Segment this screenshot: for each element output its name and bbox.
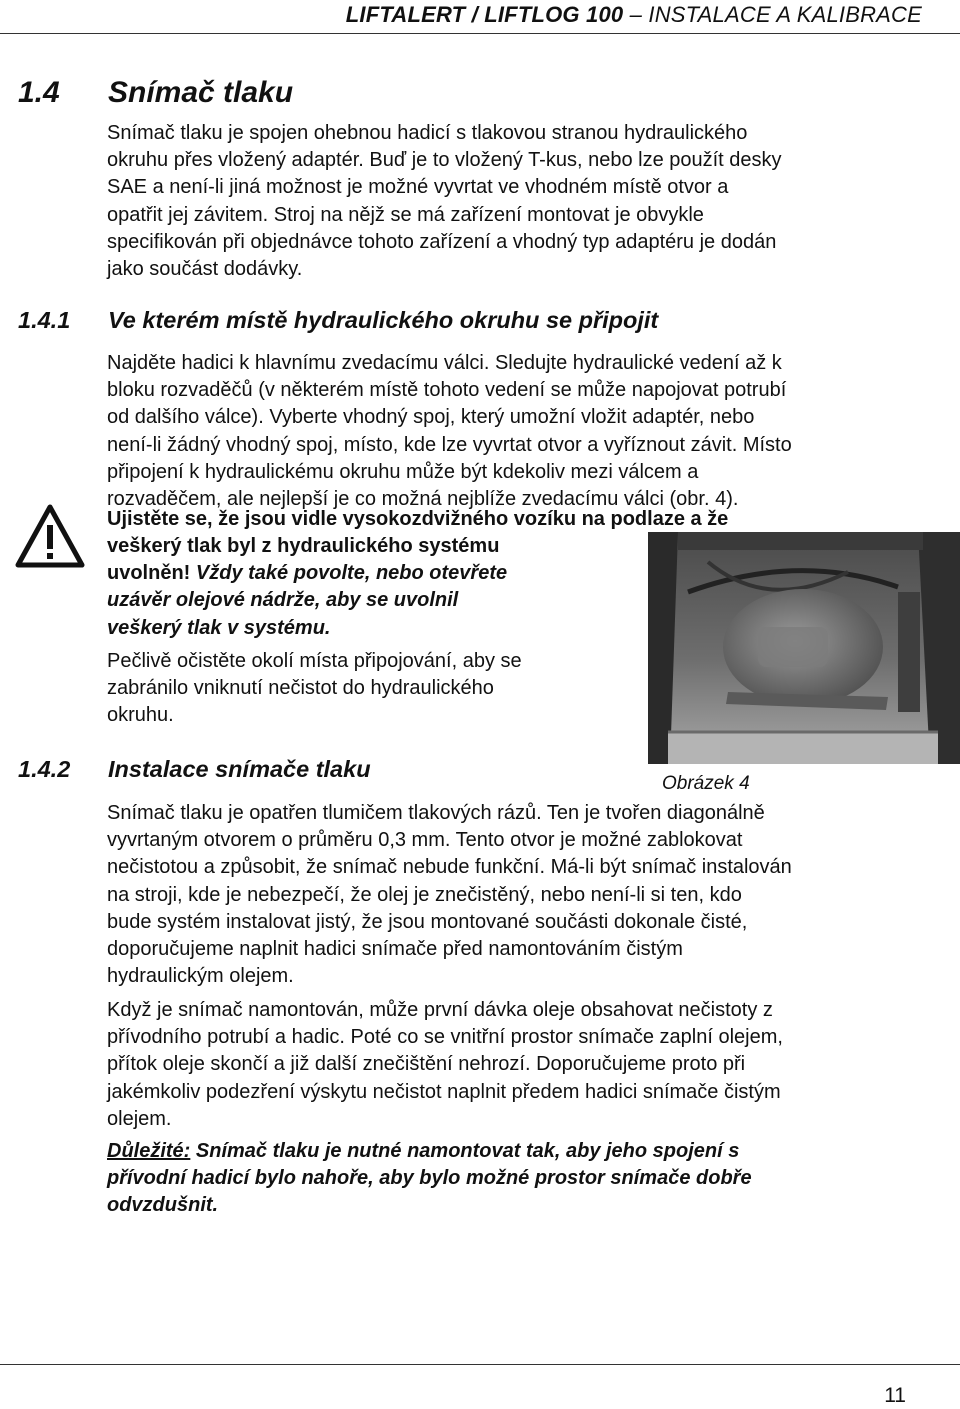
figure-caption: Obrázek 4 xyxy=(662,773,750,794)
warning-line-italic: veškerý tlak v systému. xyxy=(107,616,331,639)
clean-line: zabránilo vniknutí nečistot do hydraulického xyxy=(107,677,494,700)
warning-icon xyxy=(14,503,86,569)
body-line: jakémkoliv podezření výskytu nečistot naplnit předem hadici snímače čistým xyxy=(107,1080,781,1103)
subsection-number: 1.4.1 xyxy=(18,307,71,333)
header-rule xyxy=(0,33,960,34)
connection-paragraph xyxy=(107,350,939,513)
section-number: 1.4 xyxy=(18,76,60,109)
warning-line-italic: uzávěr olejové nádrže, aby se uvolnil xyxy=(107,589,459,612)
body-line: Najděte hadici k hlavnímu zvedacímu válci. Sledujte hydraulické vedení až k xyxy=(107,352,782,374)
body-line: připojení k hydraulickému okruhu může být kdekoliv mezi válcem a xyxy=(107,460,699,483)
subsection-heading-1 xyxy=(18,307,658,334)
clean-line: Pečlivě očistěte okolí místa připojování, aby se xyxy=(107,650,522,672)
body-line: Když je snímač namontován, může první dávka oleje obsahovat nečistoty z xyxy=(107,999,773,1021)
header-product: LIFTALERT / LIFTLOG 100 xyxy=(345,2,624,27)
important-line: přívodní hadicí bylo nahoře, aby bylo možné prostor snímače dobře xyxy=(107,1167,752,1190)
intro-line: jako součást dodávky. xyxy=(107,258,303,281)
body-line: hydraulickým olejem. xyxy=(107,965,294,988)
intro-line: okruhu přes vložený adaptér. Buď je to vložený T-kus, nebo lze použít desky xyxy=(107,149,782,172)
body-line: přívodního potrubí a hadic. Poté co se vnitřní prostor snímače zaplní olejem, xyxy=(107,1026,783,1049)
intro-paragraph xyxy=(107,120,939,283)
body-line: rozvaděčem, ale nejlepší je co možná nejblíže zvedacímu válci (obr. 4). xyxy=(107,488,739,511)
install-paragraph-2 xyxy=(107,997,939,1133)
important-label: Důležité: xyxy=(107,1140,191,1162)
cleaning-paragraph xyxy=(107,648,627,730)
warning-block xyxy=(107,533,627,642)
subsection-title: Instalace snímače tlaku xyxy=(108,756,371,782)
body-line: bloku rozvaděčů (v některém místě tohoto vedení se může napojovat potrubí xyxy=(107,379,787,402)
intro-line: Snímač tlaku je spojen ohebnou hadicí s tlakovou stranou hydraulického xyxy=(107,122,748,144)
important-line: Snímač tlaku je nutné namontovat tak, aby jeho spojení s xyxy=(195,1140,740,1162)
warning-line: uvolněn! xyxy=(107,562,191,585)
figure-4-photo xyxy=(648,532,960,764)
body-line: přítok oleje skončí a již další znečištění nehrozí. Doporučujeme proto při xyxy=(107,1053,746,1076)
body-line: olejem. xyxy=(107,1107,172,1130)
footer-rule xyxy=(0,1364,960,1365)
warning-first-line: Ujistěte se, že jsou vidle vysokozdvižného vozíku na podlaze a že xyxy=(107,508,729,530)
subsection-title: Ve kterém místě hydraulického okruhu se připojit xyxy=(108,307,659,333)
intro-line: opatřit jej závitem. Stroj na nějž se má zařízení montovat je obvykle xyxy=(107,203,704,226)
subsection-heading-2 xyxy=(18,756,371,783)
page-number: 11 xyxy=(884,1384,906,1407)
section-title: Snímač tlaku xyxy=(108,76,294,109)
intro-line: specifikován při objednávce tohoto zařízení a vhodný typ adaptéru je dodán xyxy=(107,230,777,253)
body-line: Snímač tlaku je opatřen tlumičem tlakových rázů. Ten je tvořen diagonálně xyxy=(107,802,765,824)
body-line: na stroji, kde je nebezpečí, že olej je znečistěný, nebo není-li si ten, kdo xyxy=(107,883,742,906)
body-line: není-li žádný vhodný spoj, místo, kde lze vyvrtat otvor a vyříznout závit. Místo xyxy=(107,433,792,456)
section-heading xyxy=(18,76,293,110)
body-line: bude systém instalovat jistý, že jsou montované součásti dokonale čisté, xyxy=(107,910,748,933)
warning-line-italic: Vždy také povolte, nebo otevřete xyxy=(195,562,508,585)
important-note xyxy=(107,1138,939,1220)
install-paragraph-1 xyxy=(107,800,939,990)
clean-line: okruhu. xyxy=(107,704,174,727)
important-line: odvzdušnit. xyxy=(107,1194,219,1217)
subsection-number: 1.4.2 xyxy=(18,756,71,782)
intro-line: SAE a není-li jiná možnost je možné vyvrtat ve vhodném místě otvor a xyxy=(107,176,729,199)
body-line: doporučujeme naplnit hadici snímače před namontováním čistým xyxy=(107,938,683,961)
warning-line: veškerý tlak byl z hydraulického systému xyxy=(107,535,500,557)
page-header: LIFTALERT / LIFTLOG 100 – INSTALACE A KALIBRACE xyxy=(345,2,922,27)
header-section-title: INSTALACE A KALIBRACE xyxy=(648,2,922,27)
body-line: vyvrtaným otvorem o průměru 0,3 mm. Tento otvor je možné zablokovat xyxy=(107,829,743,852)
body-line: nečistotou a způsobit, že snímač nebude funkční. Má-li být snímač instalován xyxy=(107,856,792,879)
body-line: od dalšího válce). Vyberte vhodný spoj, který umožní vložit adaptér, nebo xyxy=(107,406,755,429)
